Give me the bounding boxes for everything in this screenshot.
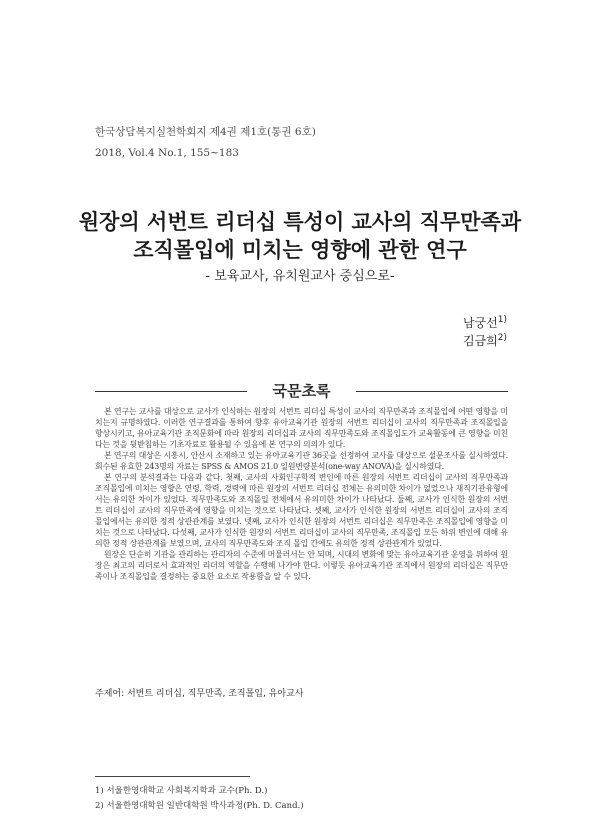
- abstract-paragraph: 본 연구는 교사를 대상으로 교사가 인식하는 원장의 서번트 리더십 특성이 교사의 직무만족과 조직몰입에 어떤 영향을 미치는지 규명하였다. 이러한 연구결과를 통하여 향후 유아교육기관 원장의 서번트 리더십이 교사의 직무만족과 조직몰입을 향상시키고, 유아교육기관 조직문화에 따라 원장의 리더십과 교사의 직무만족도와 조직몰입도가 교육활동에 큰 영향을 미친다는 것을 뒷받침하는 기초자료로 활용될 수 있음에 본 연구의 의의가 있다.: [95, 407, 508, 449]
- footnote-2: 2) 서울한영대학원 일반대학원 박사과정(Ph. D. Cand.): [95, 801, 304, 811]
- paper-title-line-2: 조직몰입에 미치는 영향에 관한 연구: [133, 238, 467, 262]
- abstract-body: [95, 406, 508, 582]
- author-2: [463, 332, 507, 349]
- author-1-name: 남궁선: [462, 316, 498, 330]
- footnote-divider: [95, 776, 250, 777]
- footnote-1: 1) 서울한영대학교 사회복지학과 교수(Ph. D.): [95, 786, 268, 796]
- author-2-name: 김금희: [462, 334, 498, 348]
- author-1: [463, 314, 507, 331]
- paper-subtitle: - 보육교사, 유치원교사 중심으로-: [205, 269, 395, 284]
- abstract-paragraph: 본 연구의 분석결과는 다음과 같다. 첫째, 교사의 사회인구학적 변인에 따른 원장의 서번트 리더십이 교사의 직무만족과 조직몰입에 미치는 영향은 연령, 학력, 경력에 따른 원장의 서번트 리더십 전체는 유의미한 차이가 없었으나 재직기관유형에서는 유의한 차이가 있었다. 직무만족도와 조직몰입 전체에서 유의미한 차이가 나타났다. 둘째, 교사가 인식한 원장의 서번트 리더십이 교사의 직무만족에 영향을 미치는 것으로 나타났다. 셋째, 교사가 인식한 원장의 서번트 리더십이 교사의 조직몰입에서는 유의한 정적 상관관계를 보였다. 넷째, 교사가 인식한 원장의 서번트 리더십은 직무만족은 조직몰입에 영향을 미치는 것으로 나타났다. 다섯째, 교사가 인식한 원장의 서번트 리더십이 교사의 직무만족, 조직몰입 모든 하위 변인에 대해 유의한 정적 상관관계를 보였으며, 교사의 직무만족도와 조직 몰입 간에도 유의한 정적 상관관계가 있었다.: [95, 473, 508, 548]
- abstract-paragraph: 원장은 단순히 기관을 관리하는 관리자의 수준에 머물러서는 안 되며, 시대의 변화에 맞는 유아교육기관 운영을 위하여 원장은 최고의 리더로서 효과적인 리더의 역할을 수행해 나가야 한다. 이렇듯 유아교육기관 조직에서 원장의 리더십은 직무만족이나 조직몰입을 결정하는 중요한 요소로 작용함을 알 수 있다.: [95, 550, 508, 581]
- keywords: 주제어: 서번트 리더십, 직무만족, 조직몰입, 유아교사: [95, 689, 304, 699]
- journal-name: 한국상담복지실천학회지 제4권 제1호(통권 6호): [95, 126, 316, 138]
- abstract-heading: [95, 380, 508, 400]
- journal-issue: 2018, Vol.4 No.1, 155∼183: [95, 147, 239, 159]
- paper-title-line-1: 원장의 서번트 리더십 특성이 교사의 직무만족과: [78, 210, 522, 234]
- abstract-paragraph: 본 연구의 대상은 시흥시, 안산시 소재하고 있는 유아교육기관 36곳을 선정하여 교사를 대상으로 설문조사를 실시하였다. 회수된 유효한 243명의 자료는 SPSS & AMOS 21.0 일원변량분석(one-way ANOVA)을 실시하였다.: [95, 451, 508, 471]
- abstract-heading-label: 국문초록: [272, 382, 331, 400]
- author-1-footnote-mark: 1): [497, 315, 507, 325]
- heading-rule-right: [356, 391, 508, 392]
- author-2-footnote-mark: 2): [497, 333, 507, 343]
